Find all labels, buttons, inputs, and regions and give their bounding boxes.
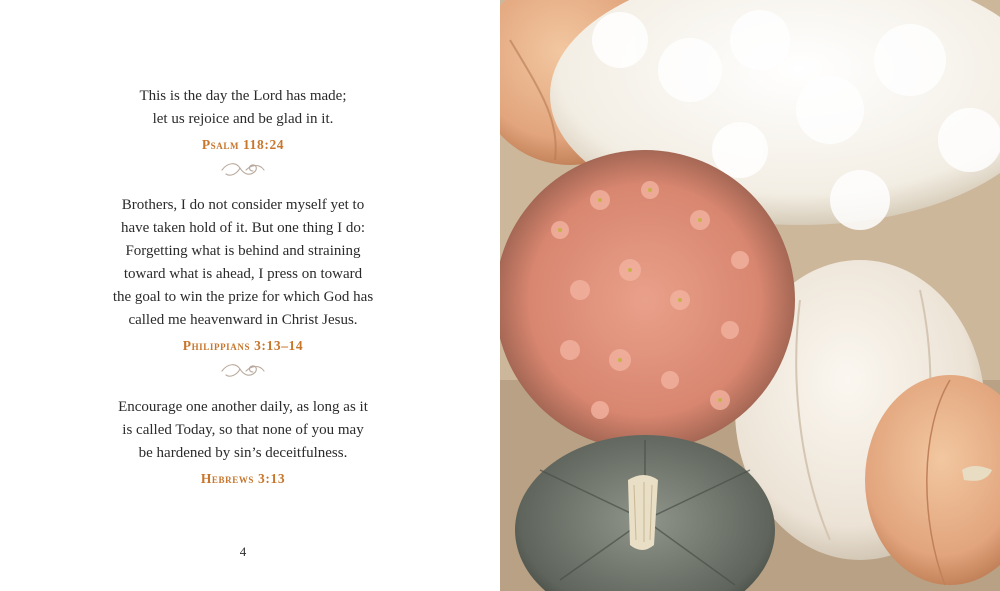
passage-line: toward what is ahead, I press on toward [123,266,363,282]
passage-line: the goal to win the prize for which God has [112,289,374,305]
reference-hebrews: Hebrews 3:13 [200,471,286,486]
flourish-ornament-icon [220,360,266,382]
passage-philippians [0,194,486,332]
passage-psalm [0,85,486,131]
passage-line: Forgetting what is behind and straining [125,243,361,259]
passage-line: Encourage one another daily, as long as it [118,399,368,415]
passage-line: have taken hold of it. But one thing I do: [120,220,366,236]
passage-line: let us rejoice and be glad in it. [152,111,334,127]
passage-line: This is the day the Lord has made; [139,88,347,104]
page-number: 4 [239,544,247,559]
flourish-ornament-icon [220,159,266,181]
photo-illustration [500,0,1000,591]
autumn-flowers-photo [500,0,1000,591]
reference-psalm: Psalm 118:24 [201,137,285,152]
passage-hebrews [0,396,486,465]
passage-line: Brothers, I do not consider myself yet to [121,197,365,213]
passage-line: called me heavenward in Christ Jesus. [128,312,358,328]
passage-line: is called Today, so that none of you may [122,422,364,438]
reference-philippians: Philippians 3:13–14 [182,338,304,353]
passage-line: be hardened by sin’s deceitfulness. [138,445,348,461]
